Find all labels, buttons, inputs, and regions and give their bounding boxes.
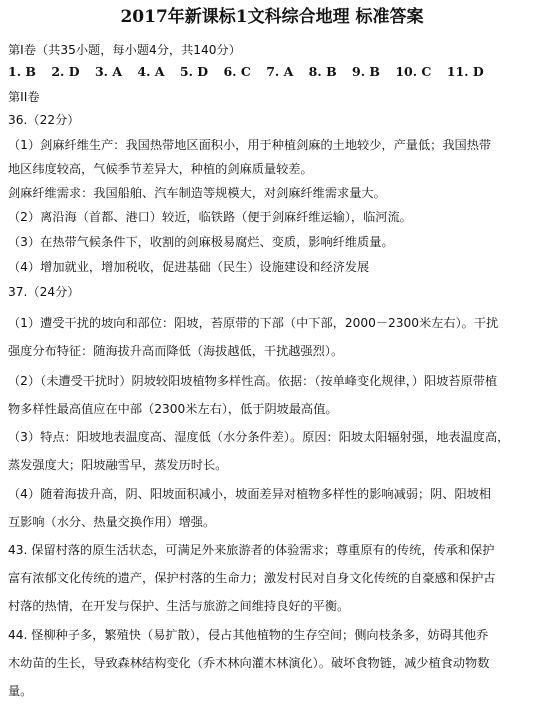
q43-line: 43. 保留村落的原生活状态，可满足外来旅游者的体验需求；尊重原有的传统，传承和保护 [8, 543, 495, 557]
q44-line: 44. 怪柳种子多，繁殖快（易扩散），侵占其他植物的生存空间；侧向枝条多，妨碍其他乔 [8, 628, 489, 642]
q36-line: （3）在热带气候条件下，收割的剑麻极易腐烂、变质，影响纤维质量。 [8, 235, 394, 249]
mc-answer: 11. D [446, 64, 484, 79]
q37-line: 蒸发强度大；阳坡融雪早，蒸发历时长。 [8, 458, 228, 472]
mc-answer: 8. B [308, 64, 337, 79]
mc-answer: 5. D [179, 64, 209, 79]
q43-line: 村落的热情，在开发与保护、生活与旅游之间维持良好的平衡。 [8, 599, 350, 613]
q37-line: 互影响（水分、热量交换作用）增强。 [8, 515, 216, 529]
mc-answer: 1. B [8, 64, 36, 79]
q44-line: 量。 [8, 684, 33, 698]
q36-line: 剑麻纤维需求：我国船舶、汽车制造等规模大，对剑麻纤维需求量大。 [8, 186, 386, 200]
q37-line: 强度分布特征：随海拔升高而降低（海拔越低，干扰越强烈）。 [8, 344, 344, 358]
mc-answer: 2. D [51, 64, 80, 79]
mc-answer: 10. C [395, 64, 432, 79]
q36-header: 36.（22分） [8, 113, 80, 127]
mc-answer: 6. C [223, 64, 251, 79]
q43-line: 富有浓郁文化传统的遗产，保护村落的生命力；激发村民对自身文化传统的自豪感和保护古 [8, 571, 496, 585]
mc-answer: 3. A [94, 64, 123, 79]
q36-line: 地区纬度较高，气候季节差异大，种植的剑麻质量较差。 [8, 162, 313, 176]
mc-answer: 9. B [352, 64, 380, 79]
q37-header: 37.（24分） [8, 285, 80, 299]
section2-header: 第II卷 [8, 90, 40, 104]
section1-header: 第Ⅰ卷（共35小题，每小题4分，共140分） [8, 43, 241, 57]
q37-line: （3）特点：阳坡地表温度高、湿度低（水分条件差）。原因：阳坡太阳辐射强，地表温度高， [8, 430, 510, 444]
mc-answer: 7. A [266, 64, 294, 79]
q37-line: （4）随着海拔升高，阴、阳坡面积减小，坡面差异对植物多样性的影响减弱；阴、阳坡相 [8, 487, 492, 501]
q36-line: （1）剑麻纤维生产：我国热带地区面积小，用于种植剑麻的土地较少，产量低；我国热带 [8, 138, 492, 152]
mc-answer-row [8, 63, 495, 81]
q37-line: （1）遭受干扰的坡向和部位：阳坡，苔原带的下部（中下部，2000－2300米左右）。干扰 [8, 316, 499, 330]
q44-line: 木幼苗的生长，导致森林结构变化（乔木林向灌木林演化）。破坏食物链，减少植食动物数 [8, 656, 490, 670]
q37-line: （2）（未遭受干扰时）阴坡较阳坡植物多样性高。依据：（按单峰变化规律，）阳坡苔原带植 [8, 374, 498, 388]
q36-line: （4）增加就业，增加税收，促进基础（民生）设施建设和经济发展 [8, 260, 370, 274]
document-title: 2017年新课标1文科综合地理 标准答案 [120, 7, 424, 27]
mc-answer: 4. A [137, 64, 165, 79]
q36-line: （2）离沿海（首都、港口）较近，临铁路（便于剑麻纤维运输），临河流。 [8, 210, 412, 224]
q37-line: 物多样性最高值应在中部（2300米左右），低于阴坡最高值。 [8, 402, 338, 416]
